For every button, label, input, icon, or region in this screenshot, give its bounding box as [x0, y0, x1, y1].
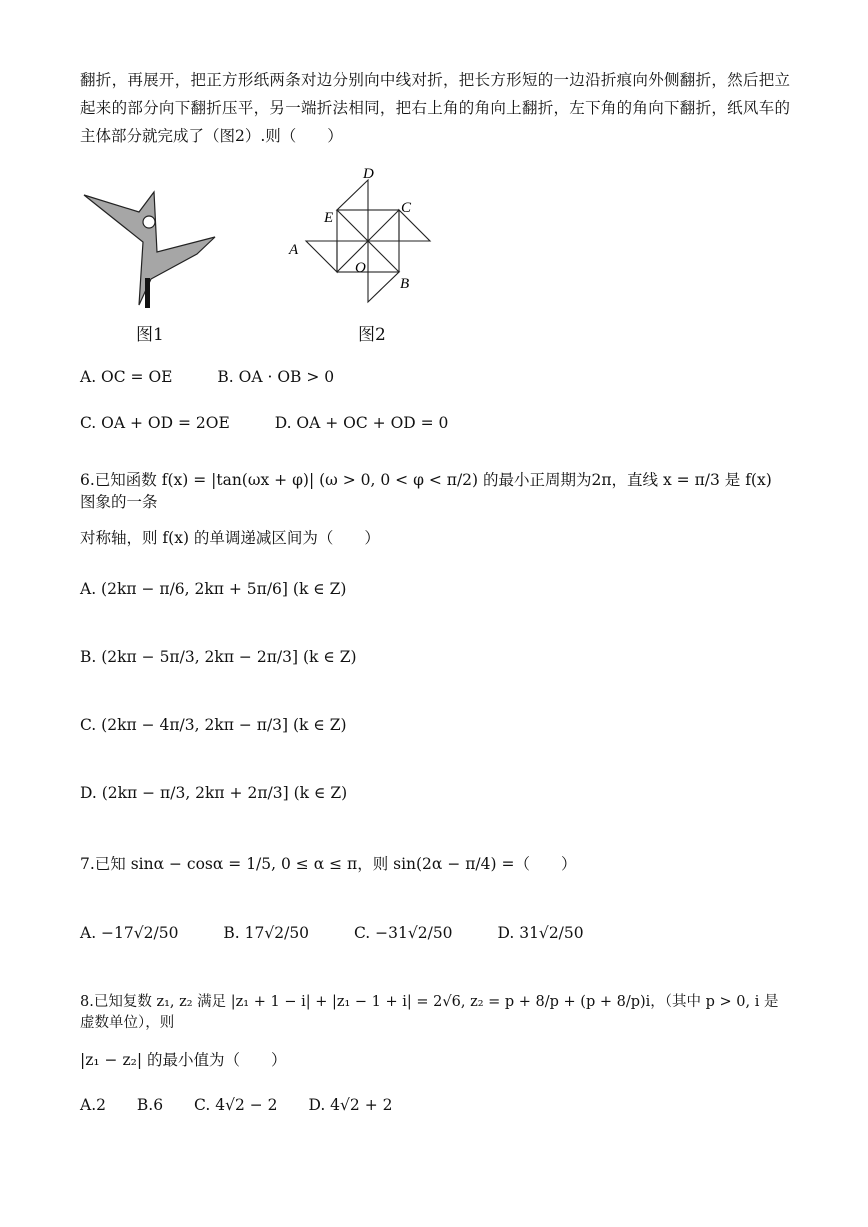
q6-option-c: C. (2kπ − 4π/3, 2kπ − π/3] (k ∈ Z) — [80, 716, 347, 734]
q8-stem: 8.已知复数 z₁, z₂ 满足 |z₁ + 1 − i| + |z₁ − 1 + i| = 2√6, z₂ = p + 8/p + (p + 8/p)i，（其中 p > 0, i 是虚数单位），则 — [80, 994, 779, 1031]
pinwheel-stick — [145, 278, 150, 308]
figure-1-pinwheel — [80, 188, 220, 310]
q5-options-row-1 — [80, 368, 374, 386]
q6-option-b: B. (2kπ − 5π/3, 2kπ − 2π/3] (k ∈ Z) — [80, 648, 357, 666]
intro-paragraph: 翻折，再展开，把正方形纸两条对边分别向中线对折，把长方形短的一边沿折痕向外侧翻折，然后把立起来的部分向下翻折压平，另一端折法相同，把右上角的角向上翻折，左下角的角向下翻折，纸风车的主体部分就完成了（图2）.则（ ） — [80, 71, 790, 145]
q8-stem-2: |z₁ − z₂| 的最小值为（ ） — [80, 1051, 287, 1069]
q5-options-row-2 — [80, 414, 488, 432]
q8-option-a: A.2 — [80, 1096, 106, 1114]
q5-option-b: B. OA · OB > 0 — [217, 368, 335, 386]
figure-2-diagram — [285, 160, 450, 320]
q5-option-a: A. OC = OE — [80, 368, 173, 386]
q6-stem: 6.已知函数 f(x) = |tan(ωx + φ)| (ω > 0, 0 < φ < π/2) 的最小正周期为2π，直线 x = π/3 是 f(x) 图象的一条 — [80, 471, 772, 511]
q8-option-c: C. 4√2 − 2 — [194, 1096, 278, 1114]
label-E: E — [324, 210, 334, 226]
q7-option-b: B. 17√2/50 — [223, 924, 310, 942]
q8-option-b: B.6 — [136, 1096, 164, 1114]
figure-2-caption: 图2 — [358, 325, 386, 345]
label-D: D — [363, 166, 374, 182]
q7-option-d: D. 31√2/50 — [497, 924, 584, 942]
label-A: A — [289, 242, 299, 258]
q5-option-c: C. OA + OD = 2OE — [80, 414, 230, 432]
q6-option-d: D. (2kπ − π/3, 2kπ + 2π/3] (k ∈ Z) — [80, 784, 348, 802]
q7-stem: 7.已知 sinα − cosα = 1/5, 0 ≤ α ≤ π，则 sin(2α − π/4) =（ ） — [80, 855, 577, 873]
figure-1-caption: 图1 — [136, 325, 164, 345]
q8-options — [80, 1096, 433, 1114]
q6-option-a: A. (2kπ − π/6, 2kπ + 5π/6] (k ∈ Z) — [80, 580, 347, 598]
q6-stem-2: 对称轴，则 f(x) 的单调递减区间为（ ） — [80, 529, 380, 547]
q5-option-d: D. OA + OC + OD = 0 — [274, 414, 449, 432]
q7-option-a: A. −17√2/50 — [80, 924, 179, 942]
q7-option-c: C. −31√2/50 — [353, 924, 453, 942]
q8-option-d: D. 4√2 + 2 — [308, 1096, 393, 1114]
label-B: B — [400, 276, 410, 292]
pinwheel-hub — [143, 216, 155, 228]
q7-options — [80, 924, 624, 942]
label-O: O — [355, 260, 366, 276]
label-C: C — [401, 200, 412, 216]
